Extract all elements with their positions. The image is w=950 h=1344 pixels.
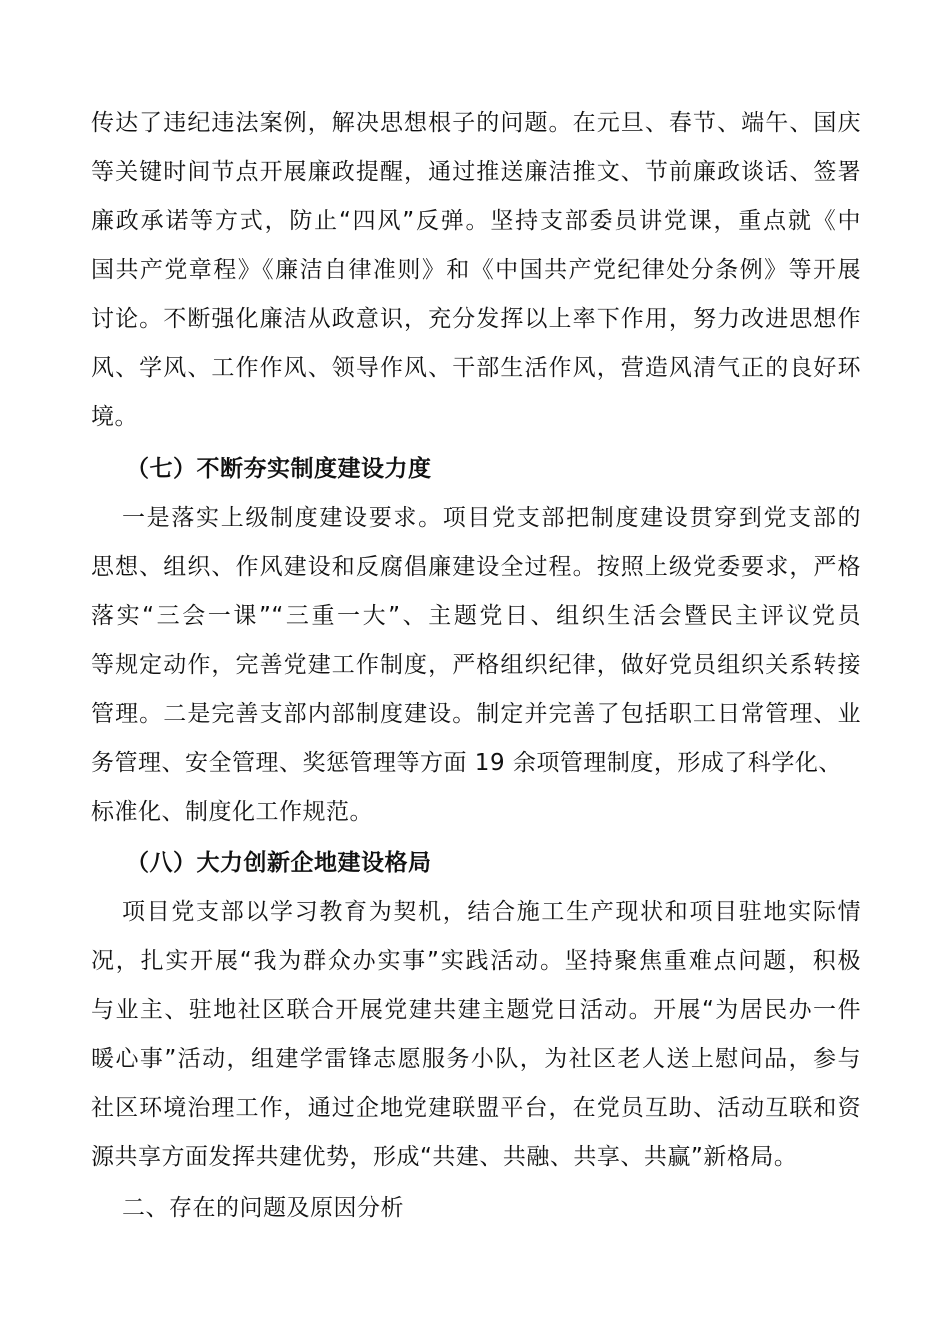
paragraph-line: 标准化、制度化工作规范。	[91, 799, 373, 825]
paragraph-line: 境。	[91, 404, 138, 430]
paragraph-line: 况，扎实开展“我为群众办实事”实践活动。坚持聚焦重难点问题，积极	[91, 948, 861, 974]
paragraph-line: 讨论。不断强化廉洁从政意识，充分发挥以上率下作用，努力改进思想作	[91, 306, 861, 332]
paragraph-line: 一是落实上级制度建设要求。项目党支部把制度建设贯穿到党支部的	[122, 505, 861, 531]
paragraph-line: 暖心事”活动，组建学雷锋志愿服务小队，为社区老人送上慰问品，参与	[91, 1046, 861, 1072]
paragraph-line: 务管理、安全管理、奖惩管理等方面 19 余项管理制度，形成了科学化、	[91, 750, 842, 776]
paragraph-line: 管理。二是完善支部内部制度建设。制定并完善了包括职工日常管理、业	[91, 701, 861, 727]
paragraph-line: 思想、组织、作风建设和反腐倡廉建设全过程。按照上级党委要求，严格	[91, 554, 861, 580]
section-title: 二、存在的问题及原因分析	[122, 1195, 404, 1221]
paragraph-line: 廉政承诺等方式，防止“四风”反弹。坚持支部委员讲党课，重点就《中	[91, 208, 861, 234]
paragraph-line: 国共产党章程》《廉洁自律准则》和《中国共产党纪律处分条例》等开展	[91, 257, 861, 283]
paragraph-line: 传达了违纪违法案例，解决思想根子的问题。在元旦、春节、端午、国庆	[91, 110, 861, 136]
paragraph-line: 风、学风、工作作风、领导作风、干部生活作风，营造风清气正的良好环	[91, 355, 861, 381]
section-heading: （七）不断夯实制度建设力度	[126, 456, 432, 482]
paragraph-line: 等关键时间节点开展廉政提醒，通过推送廉洁推文、节前廉政谈话、签署	[91, 159, 861, 185]
paragraph-line: 项目党支部以学习教育为契机，结合施工生产现状和项目驻地实际情	[122, 899, 861, 925]
paragraph-line: 社区环境治理工作，通过企地党建联盟平台，在党员互助、活动互联和资	[91, 1095, 861, 1121]
paragraph-line: 源共享方面发挥共建优势，形成“共建、共融、共享、共赢”新格局。	[91, 1144, 798, 1170]
paragraph-line: 落实“三会一课”“三重一大”、主题党日、组织生活会暨民主评议党员	[91, 603, 861, 629]
paragraph-line: 等规定动作，完善党建工作制度，严格组织纪律，做好党员组织关系转接	[91, 652, 861, 678]
paragraph-line: 与业主、驻地社区联合开展党建共建主题党日活动。开展“为居民办一件	[91, 997, 861, 1023]
section-heading: （八）大力创新企地建设格局	[126, 850, 432, 876]
